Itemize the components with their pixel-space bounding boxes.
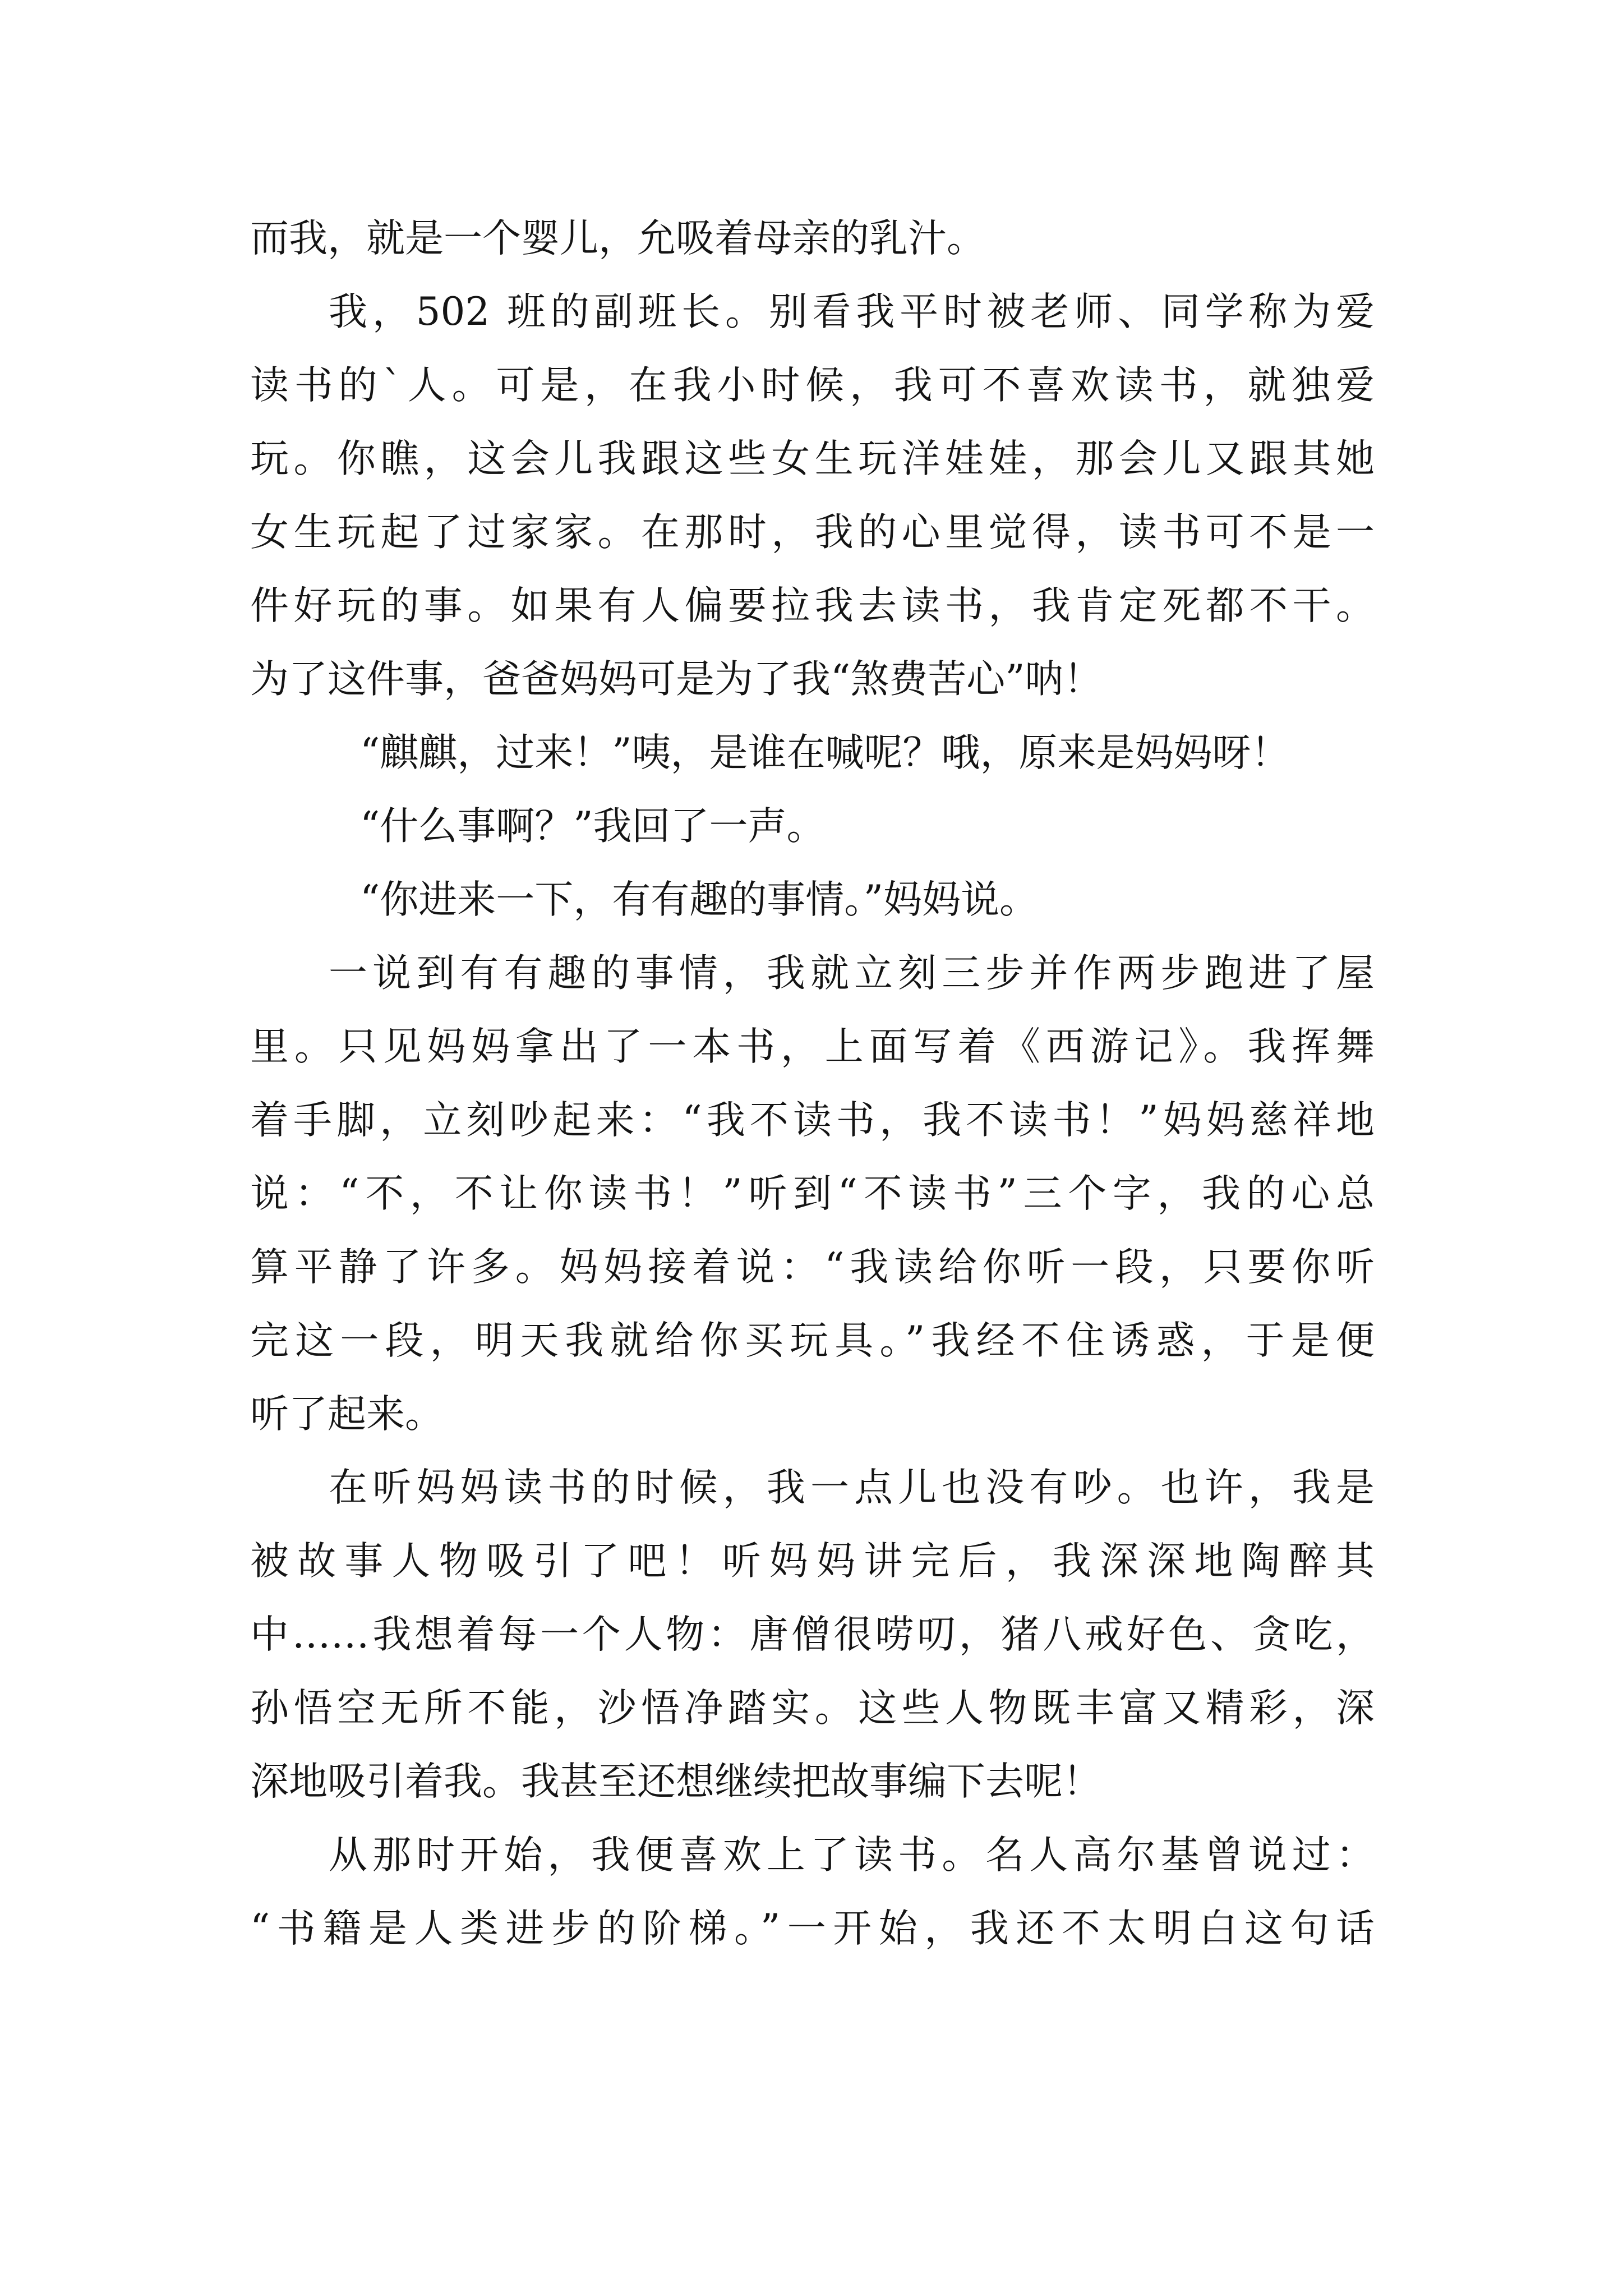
text-line: 完这一段，明天我就给你买玩具。”我经不住诱惑，于是便 [250,1318,1375,1363]
paragraph-3 [250,716,1375,790]
paragraph-4 [250,790,1375,863]
text-line: 被故事人物吸引了吧！听妈妈讲完后，我深深地陶醉其 [250,1539,1375,1584]
body-text [250,202,1375,1966]
text-line: 中……我想着每一个人物：唐僧很唠叨，猪八戒好色、贪吃， [250,1612,1375,1657]
text-line: 深地吸引着我。我甚至还想继续把故事编下去呢！ [250,1759,1101,1804]
text-line: 为了这件事，爸爸妈妈可是为了我“煞费苦心”呐！ [250,657,1103,702]
paragraph-7 [250,1451,1375,1819]
text-line: 女生玩起了过家家。在那时，我的心里觉得，读书可不是一 [250,510,1375,555]
text-line: “书籍是人类进步的阶梯。”一开始，我还不太明白这句话 [250,1906,1375,1951]
paragraph-1 [250,202,1375,275]
text-line: 玩。你瞧，这会儿我跟这些女生玩洋娃娃，那会儿又跟其她 [250,436,1375,481]
text-line: 读书的`人。可是，在我小时候，我可不喜欢读书，就独爱 [250,363,1375,408]
text-line: 说：“不，不让你读书！”听到“不读书”三个字，我的心总 [250,1171,1375,1216]
text-line: 听了起来。 [250,1392,444,1437]
text-line: 着手脚，立刻吵起来：“我不读书，我不读书！”妈妈慈祥地 [250,1098,1375,1143]
text-line: 孙悟空无所不能，沙悟净踏实。这些人物既丰富又精彩，深 [250,1686,1375,1731]
paragraph-5 [250,863,1375,937]
text-line: “你进来一下，有有趣的事情。”妈妈说。 [360,877,1039,922]
paragraph-2 [250,275,1375,716]
text-line: 一说到有有趣的事情，我就立刻三步并作两步跑进了屋 [329,951,1375,996]
text-line: 算平静了许多。妈妈接着说：“我读给你听一段，只要你听 [250,1245,1375,1290]
text-line: “什么事啊？”我回了一声。 [360,804,826,849]
paragraph-6 [250,937,1375,1451]
text-line: “麒麒，过来！”咦，是谁在喊呢？哦，原来是妈妈呀！ [360,730,1290,775]
text-line: 里。只见妈妈拿出了一本书，上面写着《西游记》。我挥舞 [250,1024,1375,1069]
text-line: 在听妈妈读书的时候，我一点儿也没有吵。也许，我是 [329,1465,1375,1510]
text-line: 件好玩的事。如果有人偏要拉我去读书，我肯定死都不干。 [250,583,1375,628]
text-line: 从那时开始，我便喜欢上了读书。名人高尔基曾说过： [329,1833,1375,1878]
text-line: 而我，就是一个婴儿，允吸着母亲的乳汁。 [250,216,985,261]
text-line: 我，502 班的副班长。别看我平时被老师、同学称为爱 [329,289,1375,334]
paragraph-8 [250,1819,1375,1966]
